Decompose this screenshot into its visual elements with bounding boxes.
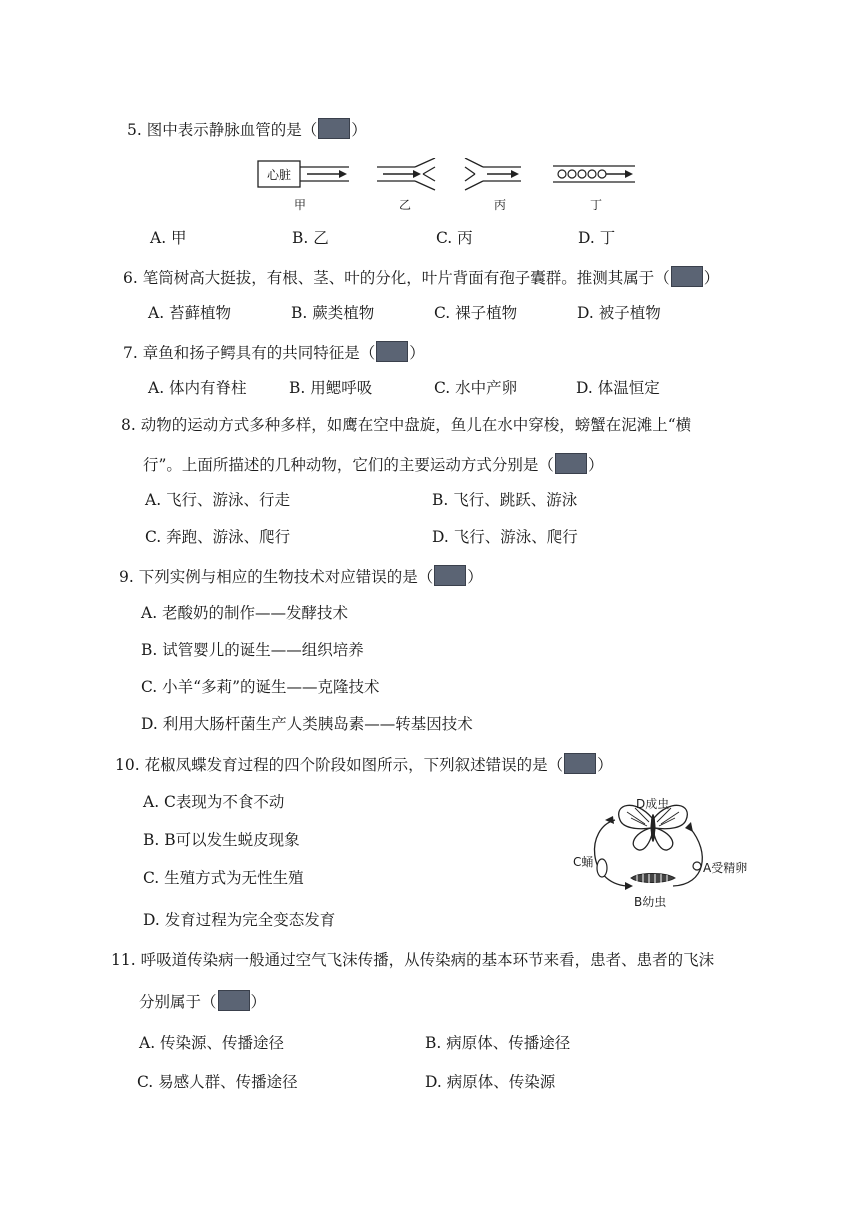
label-ding: 丁	[590, 198, 603, 212]
question-6-text: 6. 笔筒树高大挺拔，有根、茎、叶的分化，叶片背面有孢子囊群。推测其属于（	[123, 269, 670, 287]
option-b[interactable]: B. 飞行、跳跃、游泳	[432, 491, 578, 509]
blood-cell	[578, 170, 586, 178]
option-a[interactable]: A. C表现为不食不动	[143, 793, 285, 811]
option-a[interactable]: A. 传染源、传播途径	[139, 1034, 285, 1052]
option-d[interactable]: D. 被子植物	[577, 304, 661, 322]
option-d[interactable]: D. 发育过程为完全变态发育	[143, 911, 336, 929]
label-yi: 乙	[399, 198, 412, 212]
option-b[interactable]: B. 蕨类植物	[291, 304, 375, 322]
option-d[interactable]: D. 飞行、游泳、爬行	[432, 528, 578, 546]
question-10-text: 10. 花椒凤蝶发育过程的四个阶段如图所示，下列叙述错误的是（	[115, 756, 564, 774]
option-b[interactable]: B. 病原体、传播途径	[425, 1034, 571, 1052]
option-c[interactable]: C. 奔跑、游泳、爬行	[145, 528, 291, 546]
blood-cell	[558, 170, 566, 178]
option-c[interactable]: C. 易感人群、传播途径	[137, 1073, 298, 1091]
option-c[interactable]: C. 生殖方式为无性生殖	[143, 869, 304, 887]
paren-close: ）	[597, 756, 613, 774]
option-a[interactable]: A. 体内有脊柱	[148, 379, 247, 397]
option-b[interactable]: B. 乙	[292, 229, 329, 247]
arrow-head	[685, 822, 693, 832]
paren-close: ）	[467, 568, 483, 586]
option-a[interactable]: A. 飞行、游泳、行走	[145, 491, 291, 509]
question-11-line-2	[139, 990, 266, 1012]
label-bing: 丙	[494, 198, 507, 212]
option-d[interactable]: D. 利用大肠杆菌生产人类胰岛素——转基因技术	[141, 715, 473, 733]
question-5	[127, 118, 367, 140]
option-b[interactable]: B. 试管婴儿的诞生——组织培养	[141, 641, 364, 659]
paren-close: ）	[250, 993, 267, 1011]
question-6	[123, 266, 719, 288]
answer-box	[376, 341, 408, 362]
option-d[interactable]: D. 体温恒定	[576, 379, 660, 397]
cycle-arrow-right	[673, 828, 702, 886]
option-b[interactable]: B. B可以发生蜕皮现象	[143, 831, 300, 849]
question-9	[119, 565, 483, 587]
label-pupa: C蛹	[573, 855, 594, 869]
option-d[interactable]: D. 丁	[578, 229, 616, 247]
answer-box	[434, 565, 466, 586]
question-5-text: 5. 图中表示静脉血管的是（	[127, 121, 318, 139]
question-7	[123, 341, 425, 363]
option-a[interactable]: A. 甲	[150, 229, 187, 247]
question-8-line-1: 8. 动物的运动方式多种多样，如鹰在空中盘旋，鱼儿在水中穿梭，螃蟹在泥滩上“横	[121, 416, 692, 434]
option-a[interactable]: A. 老酸奶的制作——发酵技术	[141, 604, 349, 622]
answer-box	[564, 753, 596, 774]
option-c[interactable]: C. 裸子植物	[434, 304, 518, 322]
answer-box	[318, 118, 350, 139]
question-9-text: 9. 下列实例与相应的生物技术对应错误的是（	[119, 568, 434, 586]
paren-close: ）	[409, 344, 425, 362]
option-c[interactable]: C. 水中产卵	[434, 379, 518, 397]
answer-box	[218, 990, 250, 1011]
option-b[interactable]: B. 用鳃呼吸	[289, 379, 373, 397]
pupa-icon	[597, 859, 607, 877]
paren-close: ）	[351, 121, 367, 139]
label-larva: B幼虫	[634, 895, 667, 909]
arrow-head	[625, 882, 633, 890]
option-a[interactable]: A. 苔藓植物	[148, 304, 232, 322]
egg-icon	[693, 862, 701, 870]
butterfly-icon	[619, 805, 688, 850]
answer-box	[555, 453, 587, 474]
label-adult: D成虫	[636, 797, 670, 811]
blood-cell	[598, 170, 606, 178]
question-7-text: 7. 章鱼和扬子鳄具有的共同特征是（	[123, 344, 376, 362]
paren-close: ）	[587, 456, 604, 474]
question-10	[115, 753, 613, 775]
label-jia: 甲	[294, 198, 307, 212]
option-c[interactable]: C. 小羊“多莉”的诞生——克隆技术	[141, 678, 380, 696]
option-d[interactable]: D. 病原体、传染源	[425, 1073, 556, 1091]
paren-close: ）	[703, 269, 720, 287]
question-11-text: 分别属于（	[139, 993, 217, 1011]
question-8-text: 行”。上面所描述的几种动物，它们的主要运动方式分别是（	[143, 456, 554, 474]
blood-cell	[588, 170, 596, 178]
answer-box	[671, 266, 703, 287]
heart-label: 心脏	[266, 168, 292, 182]
label-egg: A受精卵	[703, 861, 748, 875]
question-8-line-2	[143, 453, 603, 475]
question-11-line-1: 11. 呼吸道传染病一般通过空气飞沫传播，从传染病的基本环节来看，患者、患者的飞沫	[111, 951, 715, 969]
larva-icon	[631, 874, 675, 884]
blood-cell	[568, 170, 576, 178]
option-c[interactable]: C. 丙	[436, 229, 473, 247]
